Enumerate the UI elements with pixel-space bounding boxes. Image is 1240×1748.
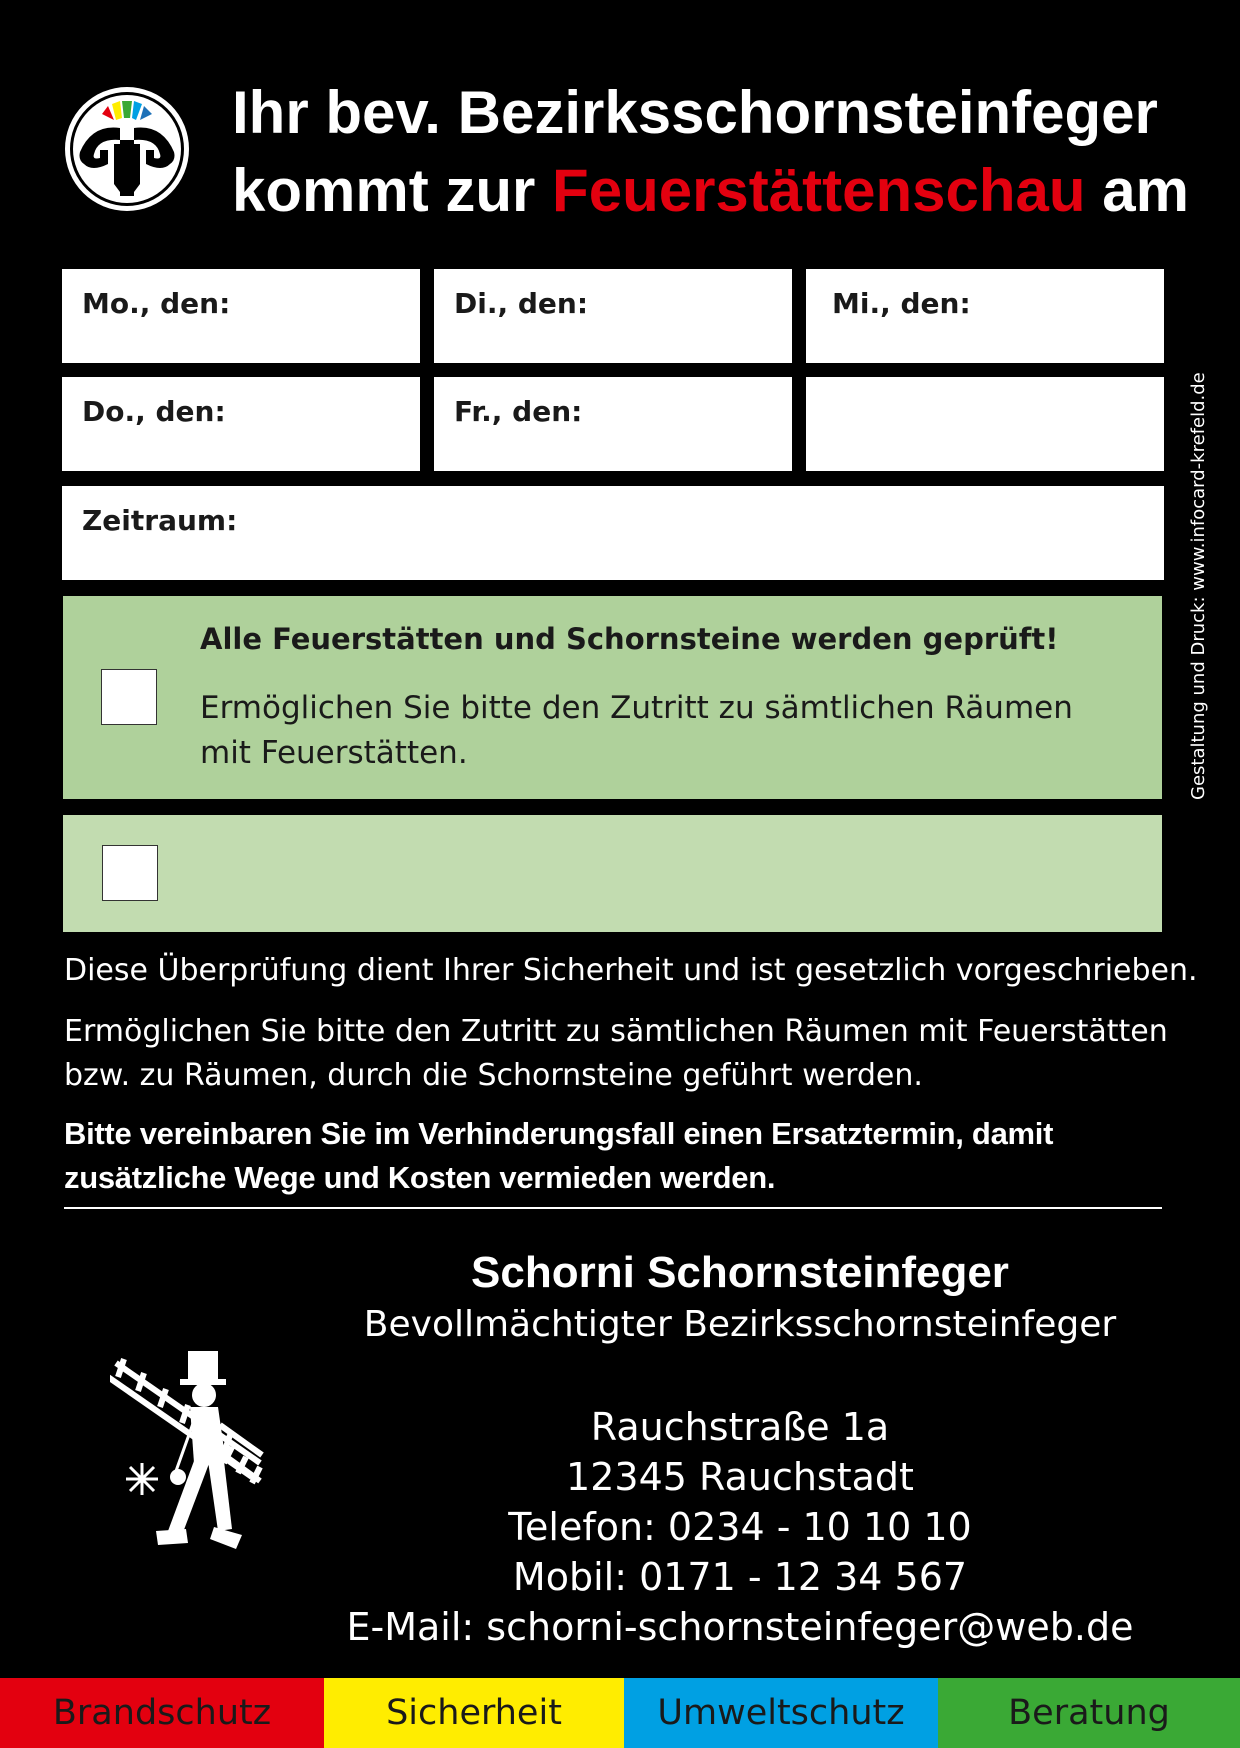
mobile: Mobil: 0171 - 12 34 567 bbox=[512, 1555, 968, 1599]
divider bbox=[64, 1207, 1162, 1209]
info-text-2-line2: bzw. zu Räumen, durch die Schornsteine geführt werden. bbox=[64, 1058, 923, 1093]
inspection-checkbox[interactable] bbox=[101, 669, 157, 725]
info-text-1: Diese Überprüfung dient Ihrer Sicherheit und ist gesetzlich vorgeschrieben. bbox=[64, 953, 1198, 988]
date-box-friday[interactable] bbox=[434, 377, 792, 471]
footer-umweltschutz: Umweltschutz bbox=[624, 1678, 938, 1748]
footer-beratung: Beratung bbox=[938, 1678, 1240, 1748]
headline-highlight: Feuerstättenschau bbox=[552, 157, 1086, 224]
date-box-thursday[interactable] bbox=[62, 377, 420, 471]
extra-checkbox[interactable] bbox=[102, 845, 158, 901]
period-box[interactable] bbox=[62, 486, 1164, 580]
address-city: 12345 Rauchstadt bbox=[566, 1455, 914, 1499]
footer-sicherheit: Sicherheit bbox=[324, 1678, 624, 1748]
phone: Telefon: 0234 - 10 10 10 bbox=[508, 1505, 972, 1549]
date-label-friday: Fr., den: bbox=[454, 395, 583, 428]
extra-panel bbox=[63, 815, 1162, 932]
headline-line1: Ihr bev. Bezirksschornsteinfeger bbox=[232, 79, 1158, 146]
headline-line2 bbox=[232, 156, 1189, 225]
date-label-monday: Mo., den: bbox=[82, 287, 231, 320]
period-label: Zeitraum: bbox=[82, 504, 238, 537]
headline-prefix: kommt zur bbox=[232, 157, 536, 224]
date-box-tuesday[interactable] bbox=[434, 269, 792, 363]
date-label-thursday: Do., den: bbox=[82, 395, 226, 428]
address-street: Rauchstraße 1a bbox=[590, 1405, 890, 1449]
reschedule-notice: Bitte vereinbaren Sie im Verhinderungsfall einen Ersatztermin, damit zusätzliche Wege und Kosten vermieden werden. bbox=[64, 1116, 1054, 1195]
date-box-wednesday[interactable] bbox=[806, 269, 1164, 363]
chimney-sweep-icon bbox=[110, 1345, 310, 1565]
headline-suffix: am bbox=[1102, 157, 1189, 224]
date-label-tuesday: Di., den: bbox=[454, 287, 589, 320]
date-label-wednesday: Mi., den: bbox=[832, 287, 971, 320]
email: E-Mail: schorni-schornsteinfeger@web.de bbox=[346, 1605, 1134, 1649]
footer-brandschutz: Brandschutz bbox=[0, 1678, 324, 1748]
print-credit: Gestaltung und Druck: www.infocard-krefeld.de bbox=[1188, 372, 1209, 800]
inspection-text: Ermöglichen Sie bitte den Zutritt zu sämtlichen Räumen mit Feuerstätten. bbox=[200, 690, 1073, 771]
inspection-title: Alle Feuerstätten und Schornsteine werden geprüft! bbox=[200, 622, 1059, 656]
date-box-extra[interactable] bbox=[806, 377, 1164, 471]
info-text-2-line1: Ermöglichen Sie bitte den Zutritt zu sämtlichen Räumen mit Feuerstätten bbox=[64, 1014, 1168, 1049]
guild-logo bbox=[62, 84, 192, 214]
company-name: Schorni Schornsteinfeger bbox=[471, 1248, 1009, 1297]
company-role: Bevollmächtigter Bezirksschornsteinfeger bbox=[363, 1304, 1117, 1345]
date-box-monday[interactable] bbox=[62, 269, 420, 363]
